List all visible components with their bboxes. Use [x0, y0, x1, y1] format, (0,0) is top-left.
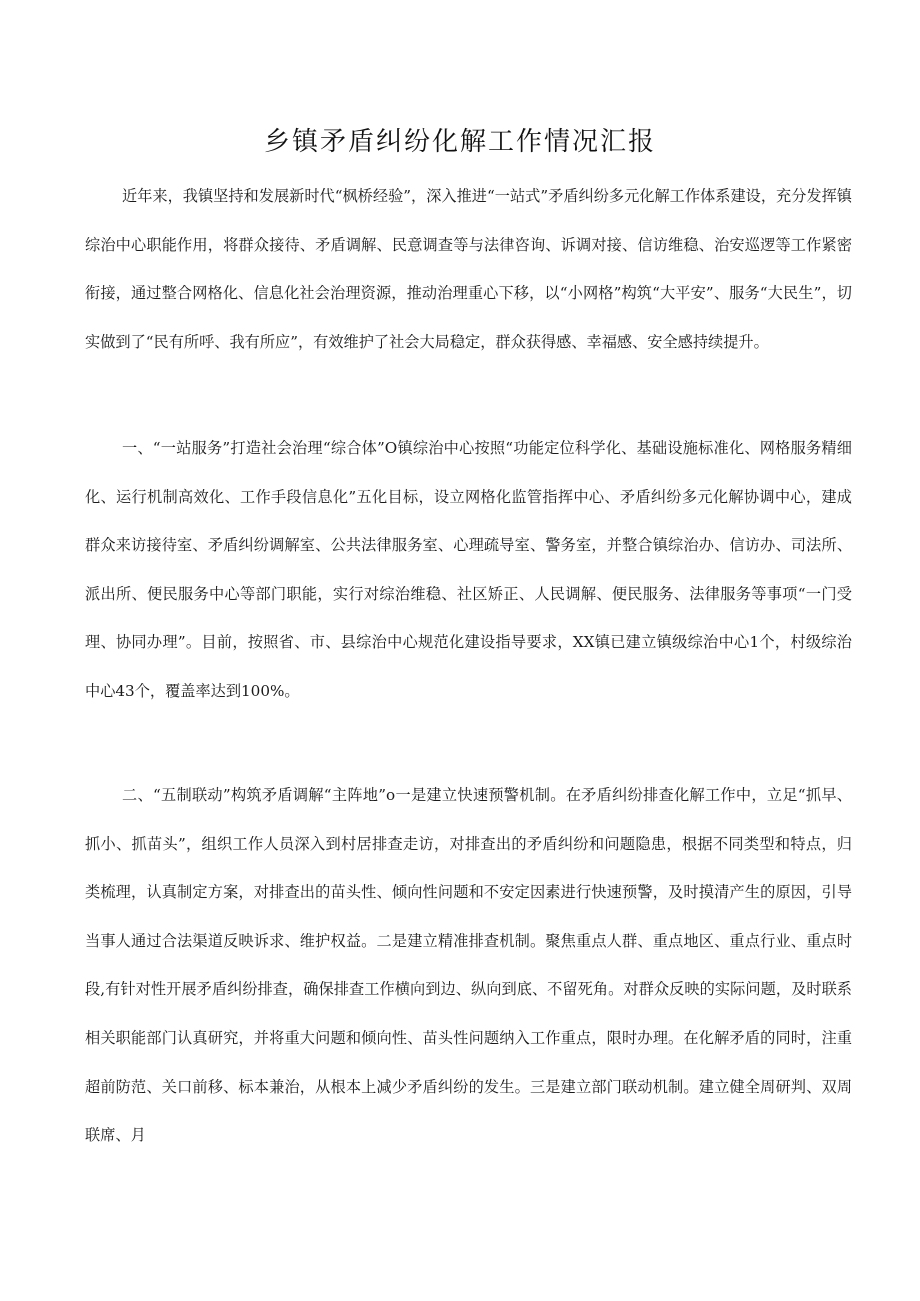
paragraph-intro: 近年来，我镇坚持和发展新时代“枫桥经验”，深入推进“一站式”矛盾纠纷多元化解工作体系建设，充分发挥镇综治中心职能作用，将群众接待、矛盾调解、民意调查等与法律咨询、诉调对接、信访维稳、治安巡逻等工作紧密衔接，通过整合网格化、信息化社会治理资源，推动治理重心下移，以“小网格”构筑“大平安”、服务“大民生”，切实做到了“民有所呼、我有所应”，有效维护了社会大局稳定，群众获得感、幸福感、安全感持续提升。 [85, 187, 852, 351]
document-title: 乡镇矛盾纠纷化解工作情况汇报 [263, 127, 656, 157]
paragraph-section-two: 二、“五制联动”构筑矛盾调解“主阵地”o一是建立快速预警机制。在矛盾纠纷排查化解工作中，立足“抓早、抓小、抓苗头”，组织工作人员深入到村居排查走访，对排查出的矛盾纠纷和问题隐患，根据不同类型和特点，归类梳理，认真制定方案，对排查出的苗头性、倾向性问题和不安定因素进行快速预警，及时摸清产生的原因，引导当事人通过合法渠道反映诉求、维护权益。二是建立精准排查机制。聚焦重点人群、重点地区、重点行业、重点时段,有针对性开展矛盾纠纷排查，确保排查工作横向到边、纵向到底、不留死角。对群众反映的实际问题，及时联系相关职能部门认真研究，并将重大问题和倾向性、苗头性问题纳入工作重点，限时办理。在化解矛盾的同时，注重超前防范、关口前移、标本兼治，从根本上减少矛盾纠纷的发生。三是建立部门联动机制。建立健全周研判、双周联席、月 [85, 786, 852, 1145]
paragraph-section-one: 一、“一站服务”打造社会治理“综合体”O镇综治中心按照“功能定位科学化、基础设施标准化、网格服务精细化、运行机制高效化、工作手段信息化”五化目标，设立网格化监管指挥中心、矛盾纠纷多元化解协调中心，建成群众来访接待室、矛盾纠纷调解室、公共法律服务室、心理疏导室、警务室，并整合镇综治办、信访办、司法所、派出所、便民服务中心等部门职能，实行对综治维稳、社区矫正、人民调解、便民服务、法律服务等事项“一门受理、协同办理”。目前，按照省、市、县综治中心规范化建设指导要求，XX镇已建立镇级综治中心1个，村级综治中心43个，覆盖率达到100%。 [85, 439, 852, 700]
